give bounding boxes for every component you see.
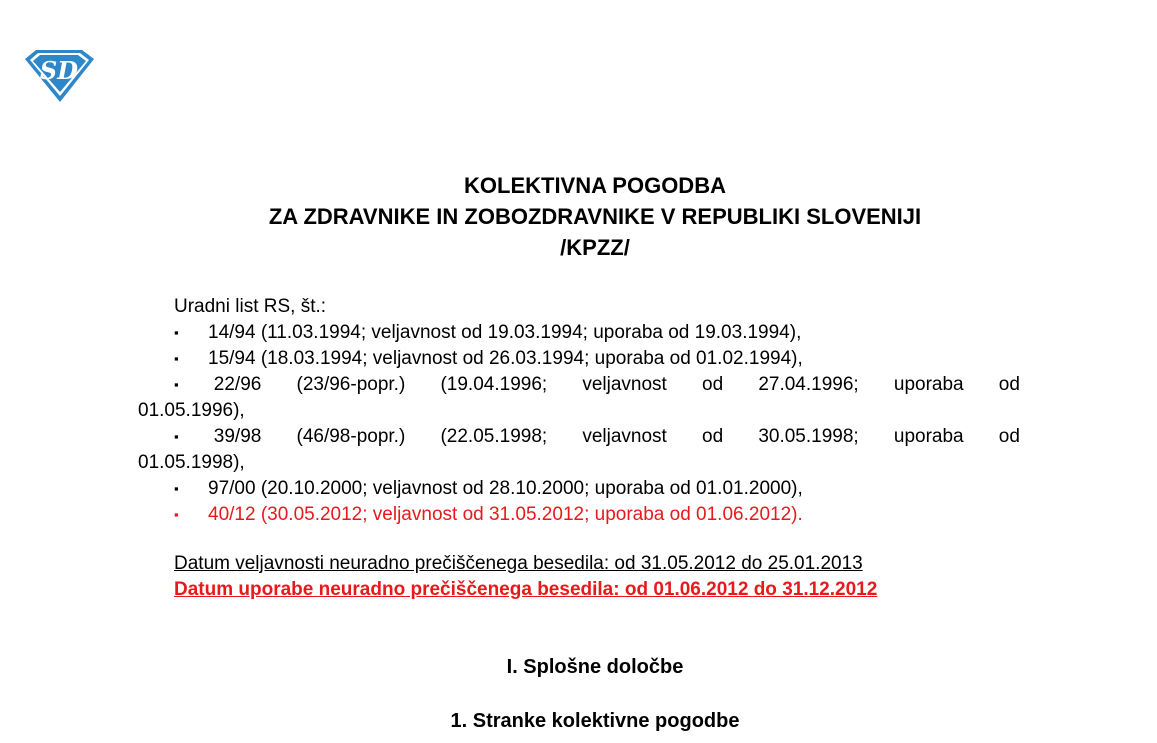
gazette-item-word: (46/98-popr.) [296, 426, 406, 447]
list-item [138, 320, 1020, 346]
title-line-1: KOLEKTIVNA POGODBA [464, 173, 726, 198]
gazette-item-word: uporaba [893, 374, 964, 395]
gazette-item-word: od [998, 374, 1020, 395]
list-item [138, 372, 1020, 398]
gazette-item-text: 15/94 (18.03.1994; veljavnost od 26.03.1994; uporaba od 01.02.1994), [208, 348, 803, 369]
gazette-item-continuation: 01.05.1998), [138, 452, 245, 473]
title-line-3: /KPZZ/ [560, 235, 630, 260]
sd-logo [22, 49, 96, 103]
logo-letters: SD [39, 56, 79, 85]
bullet-icon: ▪ [174, 377, 179, 392]
list-item [138, 424, 1020, 450]
validity-date: Datum veljavnosti neuradno prečiščenega besedila: od 31.05.2012 do 25.01.2013 [174, 553, 863, 574]
gazette-item-word: 39/98 [213, 426, 262, 447]
list-item-amendment [138, 502, 1020, 528]
gazette-item-word: (22.05.1998; [440, 426, 548, 447]
chapter-heading: I. Splošne določbe [506, 656, 684, 678]
gazette-item-text: 14/94 (11.03.1994; veljavnost od 19.03.1994; uporaba od 19.03.1994), [208, 322, 802, 343]
gazette-label: Uradni list RS, št.: [174, 296, 327, 317]
gazette-item-word: uporaba [893, 426, 964, 447]
gazette-item-word: 27.04.1996; [758, 374, 859, 395]
bullet-icon: ▪ [174, 507, 179, 522]
application-date: Datum uporabe neuradno prečiščenega besedila: od 01.06.2012 do 31.12.2012 [174, 579, 878, 600]
gazette-item-text: 97/00 (20.10.2000; veljavnost od 28.10.2000; uporaba od 01.01.2000), [208, 478, 803, 499]
document-title [0, 170, 1157, 263]
gazette-item-word: (23/96-popr.) [296, 374, 406, 395]
gazette-item-text: 40/12 (30.05.2012; veljavnost od 31.05.2012; uporaba od 01.06.2012). [208, 504, 803, 525]
gazette-item-word: veljavnost [582, 426, 667, 447]
gazette-item-word: (19.04.1996; [440, 374, 548, 395]
title-line-2: ZA ZDRAVNIKE IN ZOBOZDRAVNIKE V REPUBLIKI SLOVENIJI [268, 204, 922, 229]
gazette-item-word: od [702, 426, 724, 447]
gazette-item-word: 22/96 [213, 374, 262, 395]
gazette-item-word: od [702, 374, 724, 395]
gazette-item-word: veljavnost [582, 374, 667, 395]
gazette-item-continuation: 01.05.1996), [138, 400, 245, 421]
article-heading: 1. Stranke kolektivne pogodbe [450, 710, 740, 732]
bullet-icon: ▪ [174, 325, 179, 340]
list-item [138, 476, 1020, 502]
gazette-block [138, 294, 1020, 528]
bullet-icon: ▪ [174, 429, 179, 444]
validity-block [138, 551, 1020, 603]
bullet-icon: ▪ [174, 481, 179, 496]
gazette-item-word: 30.05.1998; [758, 426, 859, 447]
gazette-item-word: od [998, 426, 1020, 447]
bullet-icon: ▪ [174, 351, 179, 366]
list-item [138, 346, 1020, 372]
